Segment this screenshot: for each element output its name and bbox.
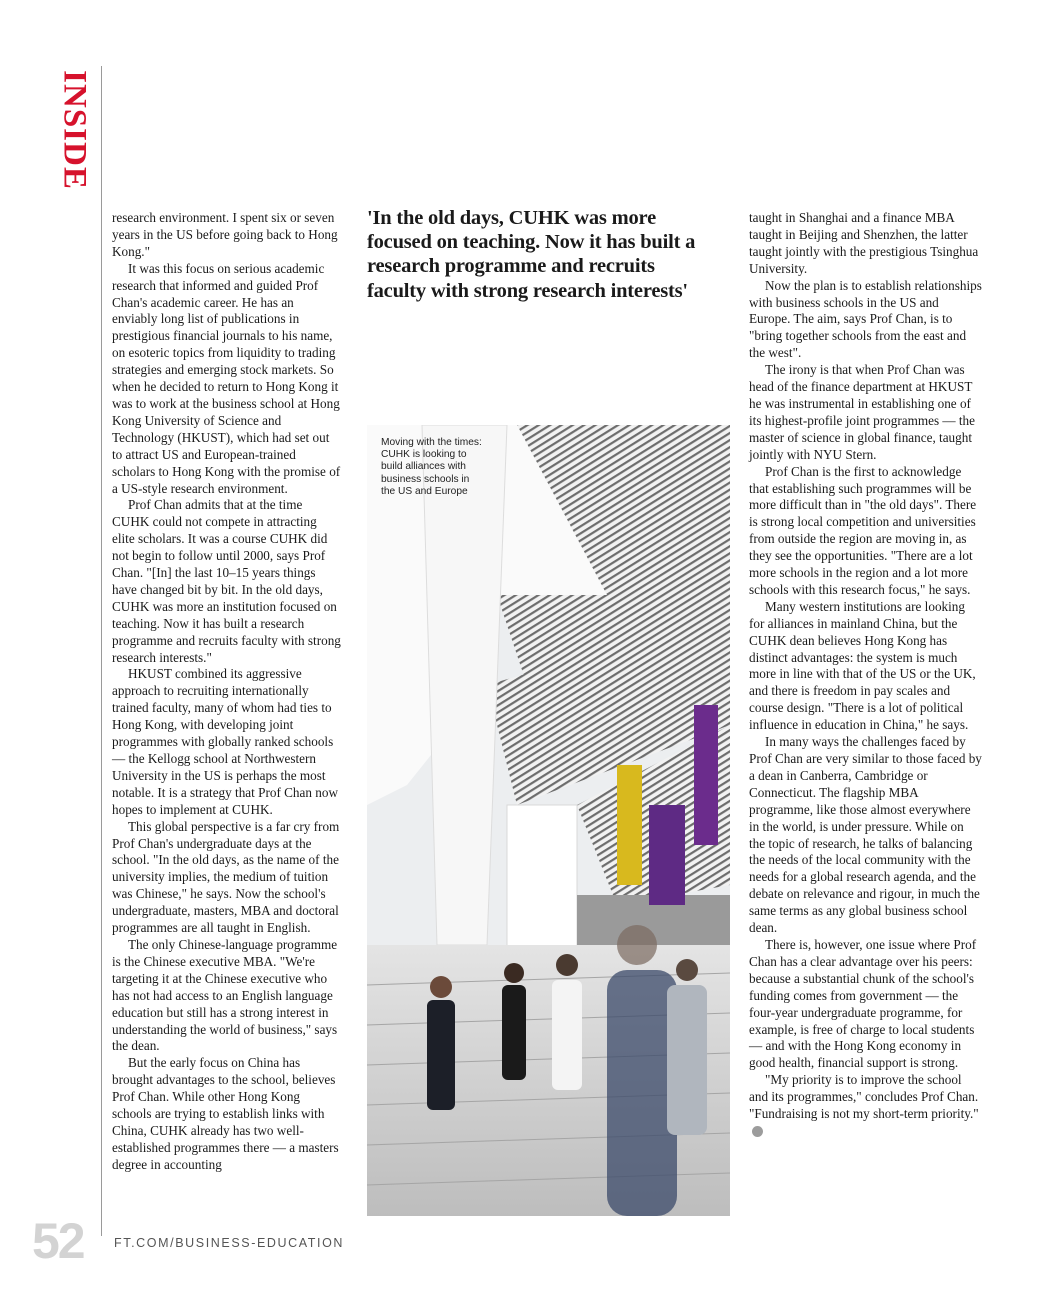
paragraph: But the early focus on China has brought advantages to the school, believes Prof Chan. While other Hong Kong schools are trying to establish links with China, CUHK already has two well-established programmes there — a masters degree in accounting xyxy=(112,1055,339,1172)
photo-caption: Moving with the times: CUHK is looking to build alliances with business schools in the US and Europe xyxy=(381,437,482,497)
paragraph: In many ways the challenges faced by Prof Chan are very similar to those faced by a dean in Canberra, Cambridge or Connecticut. The flagship MBA programme, like those almost everywhere in the world, is under pressure. While on the topic of research, he talks of balancing the needs of the local community with the needs for a global research agenda, and the debate on relevance and rigour, in much the same terms as any global business school dean. xyxy=(749,734,982,936)
paragraph-text: "My priority is to improve the school and its programmes," concludes Prof Chan. "Fundraising is not my short-term priority." xyxy=(749,1072,979,1122)
paragraph xyxy=(749,1072,982,1140)
paragraph: HKUST combined its aggressive approach to recruiting internationally trained faculty, many of whom had ties to Hong Kong, with developing joint programmes with globally ranked schools — the Kellogg school at Northwestern University in the US is perhaps the most notable. It is a strategy that Prof Chan now hopes to implement at CUHK. xyxy=(112,666,338,817)
paragraph: It was this focus on serious academic research that informed and guided Prof Chan's academic career. He has an enviably long list of publications in prestigious financial journals to his name, on esoteric topics from liquidity to trading strategies and emerging stock markets. So when he decided to return to Hong Kong it was to work at the business school at Hong Kong University of Science and Technology (HKUST), which had set out to attract US and European-trained scholars to Hong Kong with the promise of a US-style research environment. xyxy=(112,260,341,496)
paragraph: Now the plan is to establish relationships with business schools in the US and Europe. The aim, says Prof Chan, is to "bring together schools from the east and the west". xyxy=(749,277,982,361)
section-label: INSIDE xyxy=(56,70,93,190)
section-divider xyxy=(101,66,102,1236)
paragraph: Prof Chan admits that at the time CUHK could not compete in attracting elite scholars. It was a course CUHK did not begin to follow until 2000, says Prof Chan. "[In] the last 10–15 years things have changed bit by bit. In the old days, CUHK was more an institution focused on teaching. Now it has built a research programme and recruits faculty with strong research interests." xyxy=(112,497,341,665)
paragraph: The irony is that when Prof Chan was head of the finance department at HKUST he was instrumental in establishing one of its highest-profile joint programmes — the master of science in global finance, taught jointly with NYU Stern. xyxy=(749,362,975,462)
footer-url: FT.COM/BUSINESS-EDUCATION xyxy=(114,1236,345,1250)
end-mark-icon: B xyxy=(752,1126,763,1137)
paragraph: research environment. I spent six or seven years in the US before going back to Hong Kong." xyxy=(112,210,338,259)
paragraph: Prof Chan is the first to acknowledge that establishing such programmes will be more difficult than in "the old days". There is strong local competition and universities from outside the region are moving in, as they see the opportunities. "There are a lot more schools in the region and a lot more schools with this research focus," he says. xyxy=(749,463,977,597)
paragraph: Many western institutions are looking for alliances in mainland China, but the CUHK dean believes Hong Kong has distinct advantages: the system is much more in line with that of the US or the UK, and there is freedom in pay scales and course design. "There is a lot of political influence in education in China," he says. xyxy=(749,598,976,733)
atrium-photo xyxy=(367,425,730,1216)
article-column-3 xyxy=(749,210,982,1140)
pull-quote: 'In the old days, CUHK was more focused on teaching. Now it has built a research programme and recruits faculty with strong research interests' xyxy=(367,207,696,302)
paragraph: taught in Shanghai and a finance MBA taught in Beijing and Shenzhen, the latter taught jointly with the prestigious Tsinghua University. xyxy=(749,210,979,276)
paragraph: This global perspective is a far cry from Prof Chan's undergraduate days at the school. "In the old days, as the name of the university implies, the medium of tuition was Chinese," he says. Now the school's undergraduate, masters, MBA and doctoral programmes are all taught in English. xyxy=(112,818,340,936)
page-number: 52 xyxy=(32,1213,84,1269)
paragraph: There is, however, one issue where Prof Chan has a clear advantage over his peers: because a substantial chunk of the school's funding comes from government — the four-year undergraduate programme, for example, is free of charge to local students — and with the Hong Kong economy in good health, financial support is strong. xyxy=(749,936,977,1071)
paragraph: The only Chinese-language programme is the Chinese executive MBA. "We're targeting it at the Chinese executive who has not had access to an English language education but still has a strong interest in understanding the world of business," says the dean. xyxy=(112,936,338,1054)
article-column-1 xyxy=(112,210,342,1174)
